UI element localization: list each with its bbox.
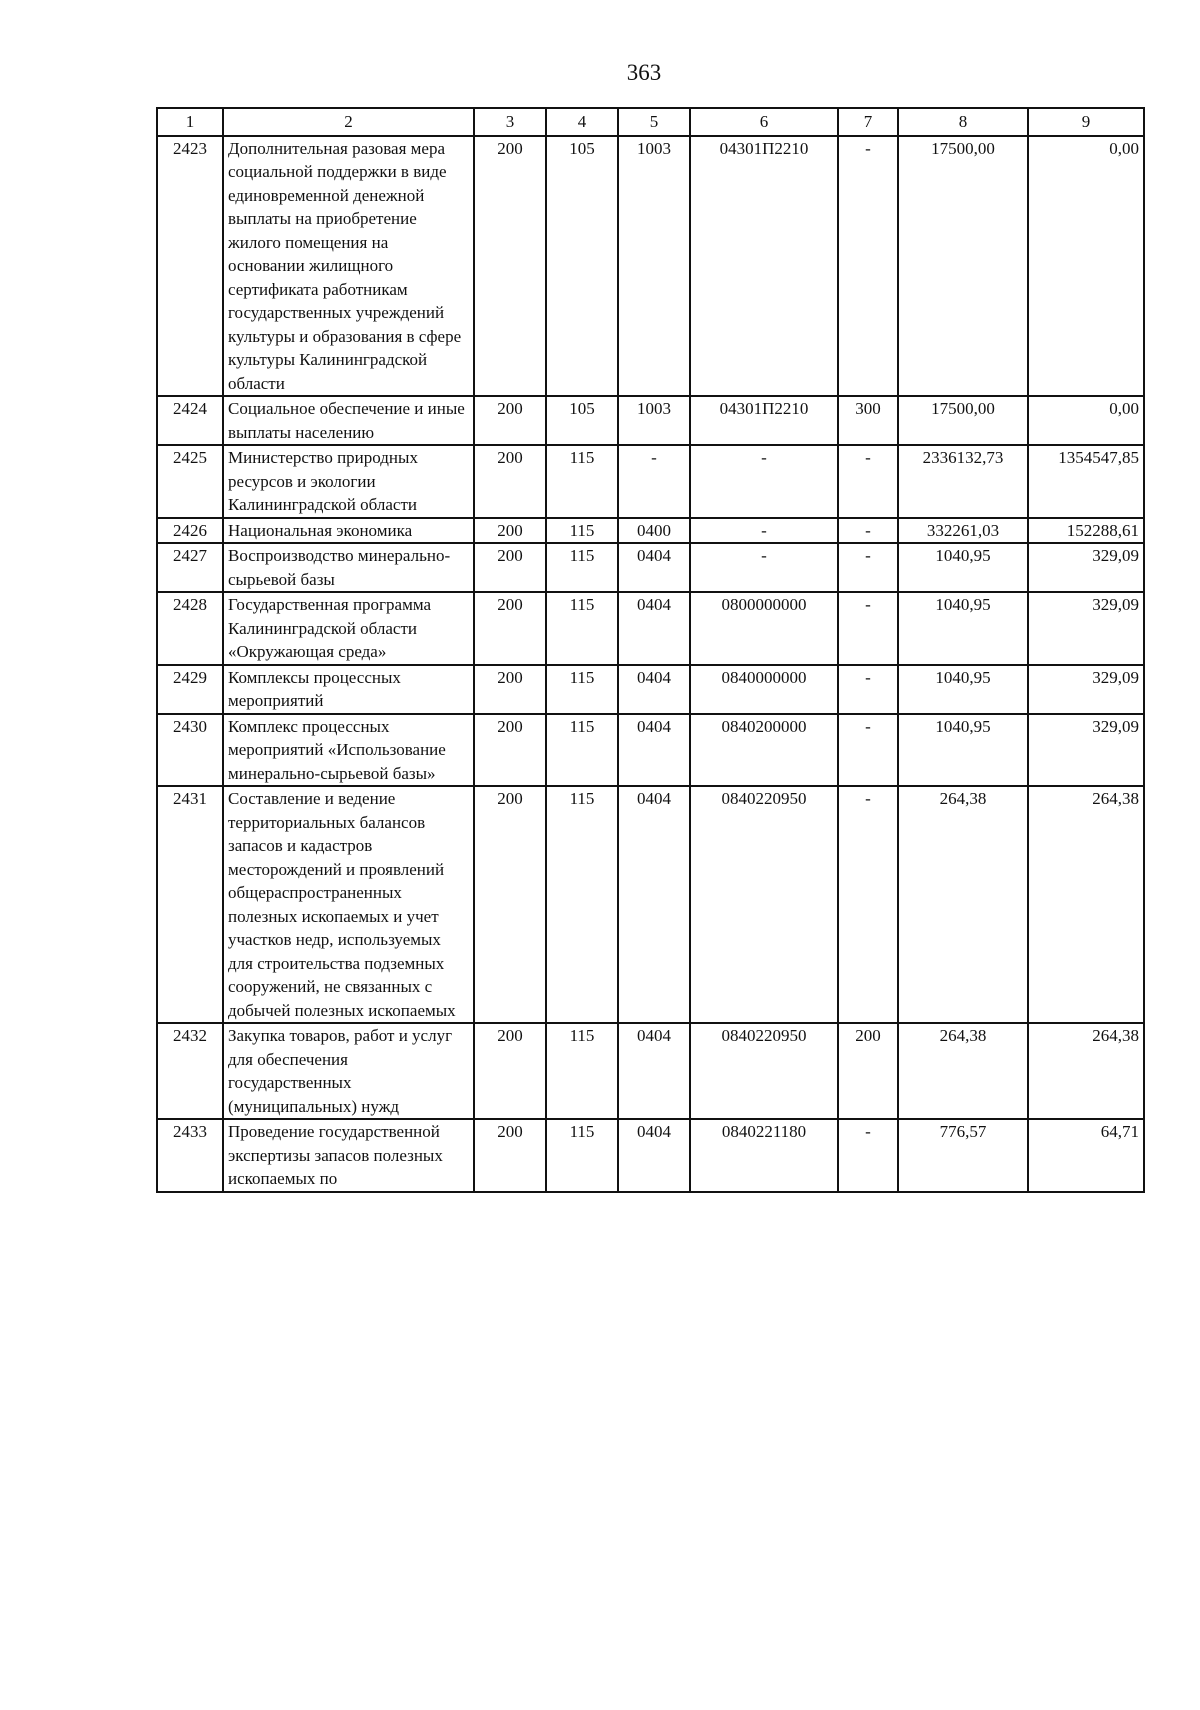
row-number-cell: 2428 (157, 592, 223, 665)
column-header: 6 (690, 108, 838, 136)
row-number-cell: 2423 (157, 136, 223, 397)
expense-type-cell: - (838, 518, 898, 544)
row-name-cell: Дополнительная разовая мера социальной поддержки в виде единовременной денежной выплаты на приобретение жилого помещения на основании жилищного сертификата работникам государственных учреждений культуры и образования в сфере культуры Калининградской области (223, 136, 474, 397)
ministry-code-cell: 200 (474, 786, 546, 1023)
column-header: 7 (838, 108, 898, 136)
amount-cell: 17500,00 (898, 396, 1028, 445)
section-code-cell: 0404 (618, 1119, 690, 1192)
section-code-cell: 0404 (618, 786, 690, 1023)
table-row (157, 518, 1144, 544)
row-number-cell: 2424 (157, 396, 223, 445)
amount-cell: 264,38 (898, 1023, 1028, 1119)
department-code-cell: 115 (546, 786, 618, 1023)
ministry-code-cell: 200 (474, 1119, 546, 1192)
column-header: 9 (1028, 108, 1144, 136)
amount-secondary-cell: 264,38 (1028, 786, 1144, 1023)
table-row (157, 1023, 1144, 1119)
department-code-cell: 115 (546, 592, 618, 665)
amount-secondary-cell: 264,38 (1028, 1023, 1144, 1119)
expense-type-cell: - (838, 445, 898, 518)
row-number-cell: 2430 (157, 714, 223, 787)
expense-type-cell: 300 (838, 396, 898, 445)
section-code-cell: 1003 (618, 396, 690, 445)
amount-cell: 1040,95 (898, 665, 1028, 714)
expense-type-cell: - (838, 136, 898, 397)
amount-cell: 332261,03 (898, 518, 1028, 544)
target-article-cell: - (690, 445, 838, 518)
target-article-cell: 0840220950 (690, 1023, 838, 1119)
amount-secondary-cell: 0,00 (1028, 396, 1144, 445)
row-name-cell: Государственная программа Калининградской области «Окружающая среда» (223, 592, 474, 665)
section-code-cell: 0404 (618, 665, 690, 714)
section-code-cell: 0404 (618, 1023, 690, 1119)
column-header: 5 (618, 108, 690, 136)
table-row (157, 592, 1144, 665)
table-row (157, 445, 1144, 518)
page-number: 363 (626, 60, 662, 85)
amount-cell: 1040,95 (898, 714, 1028, 787)
row-name-cell: Министерство природных ресурсов и экологии Калининградской области (223, 445, 474, 518)
amount-cell: 17500,00 (898, 136, 1028, 397)
column-header: 1 (157, 108, 223, 136)
table-header-row (157, 108, 1144, 136)
amount-cell: 264,38 (898, 786, 1028, 1023)
row-number-cell: 2432 (157, 1023, 223, 1119)
department-code-cell: 115 (546, 665, 618, 714)
column-header: 4 (546, 108, 618, 136)
expense-type-cell: 200 (838, 1023, 898, 1119)
department-code-cell: 115 (546, 1119, 618, 1192)
ministry-code-cell: 200 (474, 396, 546, 445)
target-article-cell: - (690, 518, 838, 544)
row-name-cell: Социальное обеспечение и иные выплаты населению (223, 396, 474, 445)
ministry-code-cell: 200 (474, 592, 546, 665)
department-code-cell: 115 (546, 445, 618, 518)
amount-secondary-cell: 329,09 (1028, 592, 1144, 665)
amount-cell: 2336132,73 (898, 445, 1028, 518)
section-code-cell: - (618, 445, 690, 518)
department-code-cell: 115 (546, 518, 618, 544)
target-article-cell: 0840000000 (690, 665, 838, 714)
target-article-cell: 0840220950 (690, 786, 838, 1023)
ministry-code-cell: 200 (474, 714, 546, 787)
row-name-cell: Проведение государственной экспертизы запасов полезных ископаемых по (223, 1119, 474, 1192)
row-number-cell: 2431 (157, 786, 223, 1023)
table-row (157, 1119, 1144, 1192)
section-code-cell: 0400 (618, 518, 690, 544)
expense-type-cell: - (838, 543, 898, 592)
ministry-code-cell: 200 (474, 665, 546, 714)
row-number-cell: 2433 (157, 1119, 223, 1192)
row-number-cell: 2426 (157, 518, 223, 544)
row-name-cell: Воспроизводство минерально-сырьевой базы (223, 543, 474, 592)
section-code-cell: 0404 (618, 543, 690, 592)
column-header: 3 (474, 108, 546, 136)
expense-type-cell: - (838, 592, 898, 665)
ministry-code-cell: 200 (474, 518, 546, 544)
amount-secondary-cell: 152288,61 (1028, 518, 1144, 544)
table-row (157, 543, 1144, 592)
column-header: 8 (898, 108, 1028, 136)
department-code-cell: 115 (546, 543, 618, 592)
target-article-cell: - (690, 543, 838, 592)
department-code-cell: 115 (546, 714, 618, 787)
ministry-code-cell: 200 (474, 136, 546, 397)
department-code-cell: 105 (546, 136, 618, 397)
target-article-cell: 04301П2210 (690, 136, 838, 397)
row-name-cell: Комплексы процессных мероприятий (223, 665, 474, 714)
expense-type-cell: - (838, 714, 898, 787)
ministry-code-cell: 200 (474, 543, 546, 592)
ministry-code-cell: 200 (474, 445, 546, 518)
table-row (157, 396, 1144, 445)
budget-table (156, 107, 1145, 1193)
column-header: 2 (223, 108, 474, 136)
amount-secondary-cell: 1354547,85 (1028, 445, 1144, 518)
row-name-cell: Составление и ведение территориальных балансов запасов и кадастров месторождений и проявлений общераспространенных полезных ископаемых и учет участков недр, используемых для строительства подземных сооружений, не связанных с добычей полезных ископаемых (223, 786, 474, 1023)
amount-cell: 1040,95 (898, 543, 1028, 592)
table-row (157, 136, 1144, 397)
department-code-cell: 115 (546, 1023, 618, 1119)
row-number-cell: 2429 (157, 665, 223, 714)
expense-type-cell: - (838, 786, 898, 1023)
amount-secondary-cell: 0,00 (1028, 136, 1144, 397)
amount-cell: 776,57 (898, 1119, 1028, 1192)
amount-secondary-cell: 64,71 (1028, 1119, 1144, 1192)
amount-secondary-cell: 329,09 (1028, 665, 1144, 714)
row-number-cell: 2425 (157, 445, 223, 518)
section-code-cell: 1003 (618, 136, 690, 397)
target-article-cell: 0800000000 (690, 592, 838, 665)
department-code-cell: 105 (546, 396, 618, 445)
ministry-code-cell: 200 (474, 1023, 546, 1119)
table-row (157, 786, 1144, 1023)
expense-type-cell: - (838, 1119, 898, 1192)
table-row (157, 714, 1144, 787)
section-code-cell: 0404 (618, 714, 690, 787)
amount-secondary-cell: 329,09 (1028, 543, 1144, 592)
row-name-cell: Национальная экономика (223, 518, 474, 544)
row-number-cell: 2427 (157, 543, 223, 592)
expense-type-cell: - (838, 665, 898, 714)
target-article-cell: 0840221180 (690, 1119, 838, 1192)
target-article-cell: 0840200000 (690, 714, 838, 787)
amount-secondary-cell: 329,09 (1028, 714, 1144, 787)
amount-cell: 1040,95 (898, 592, 1028, 665)
row-name-cell: Комплекс процессных мероприятий «Использование минерально-сырьевой базы» (223, 714, 474, 787)
target-article-cell: 04301П2210 (690, 396, 838, 445)
table-row (157, 665, 1144, 714)
row-name-cell: Закупка товаров, работ и услуг для обеспечения государственных (муниципальных) нужд (223, 1023, 474, 1119)
section-code-cell: 0404 (618, 592, 690, 665)
